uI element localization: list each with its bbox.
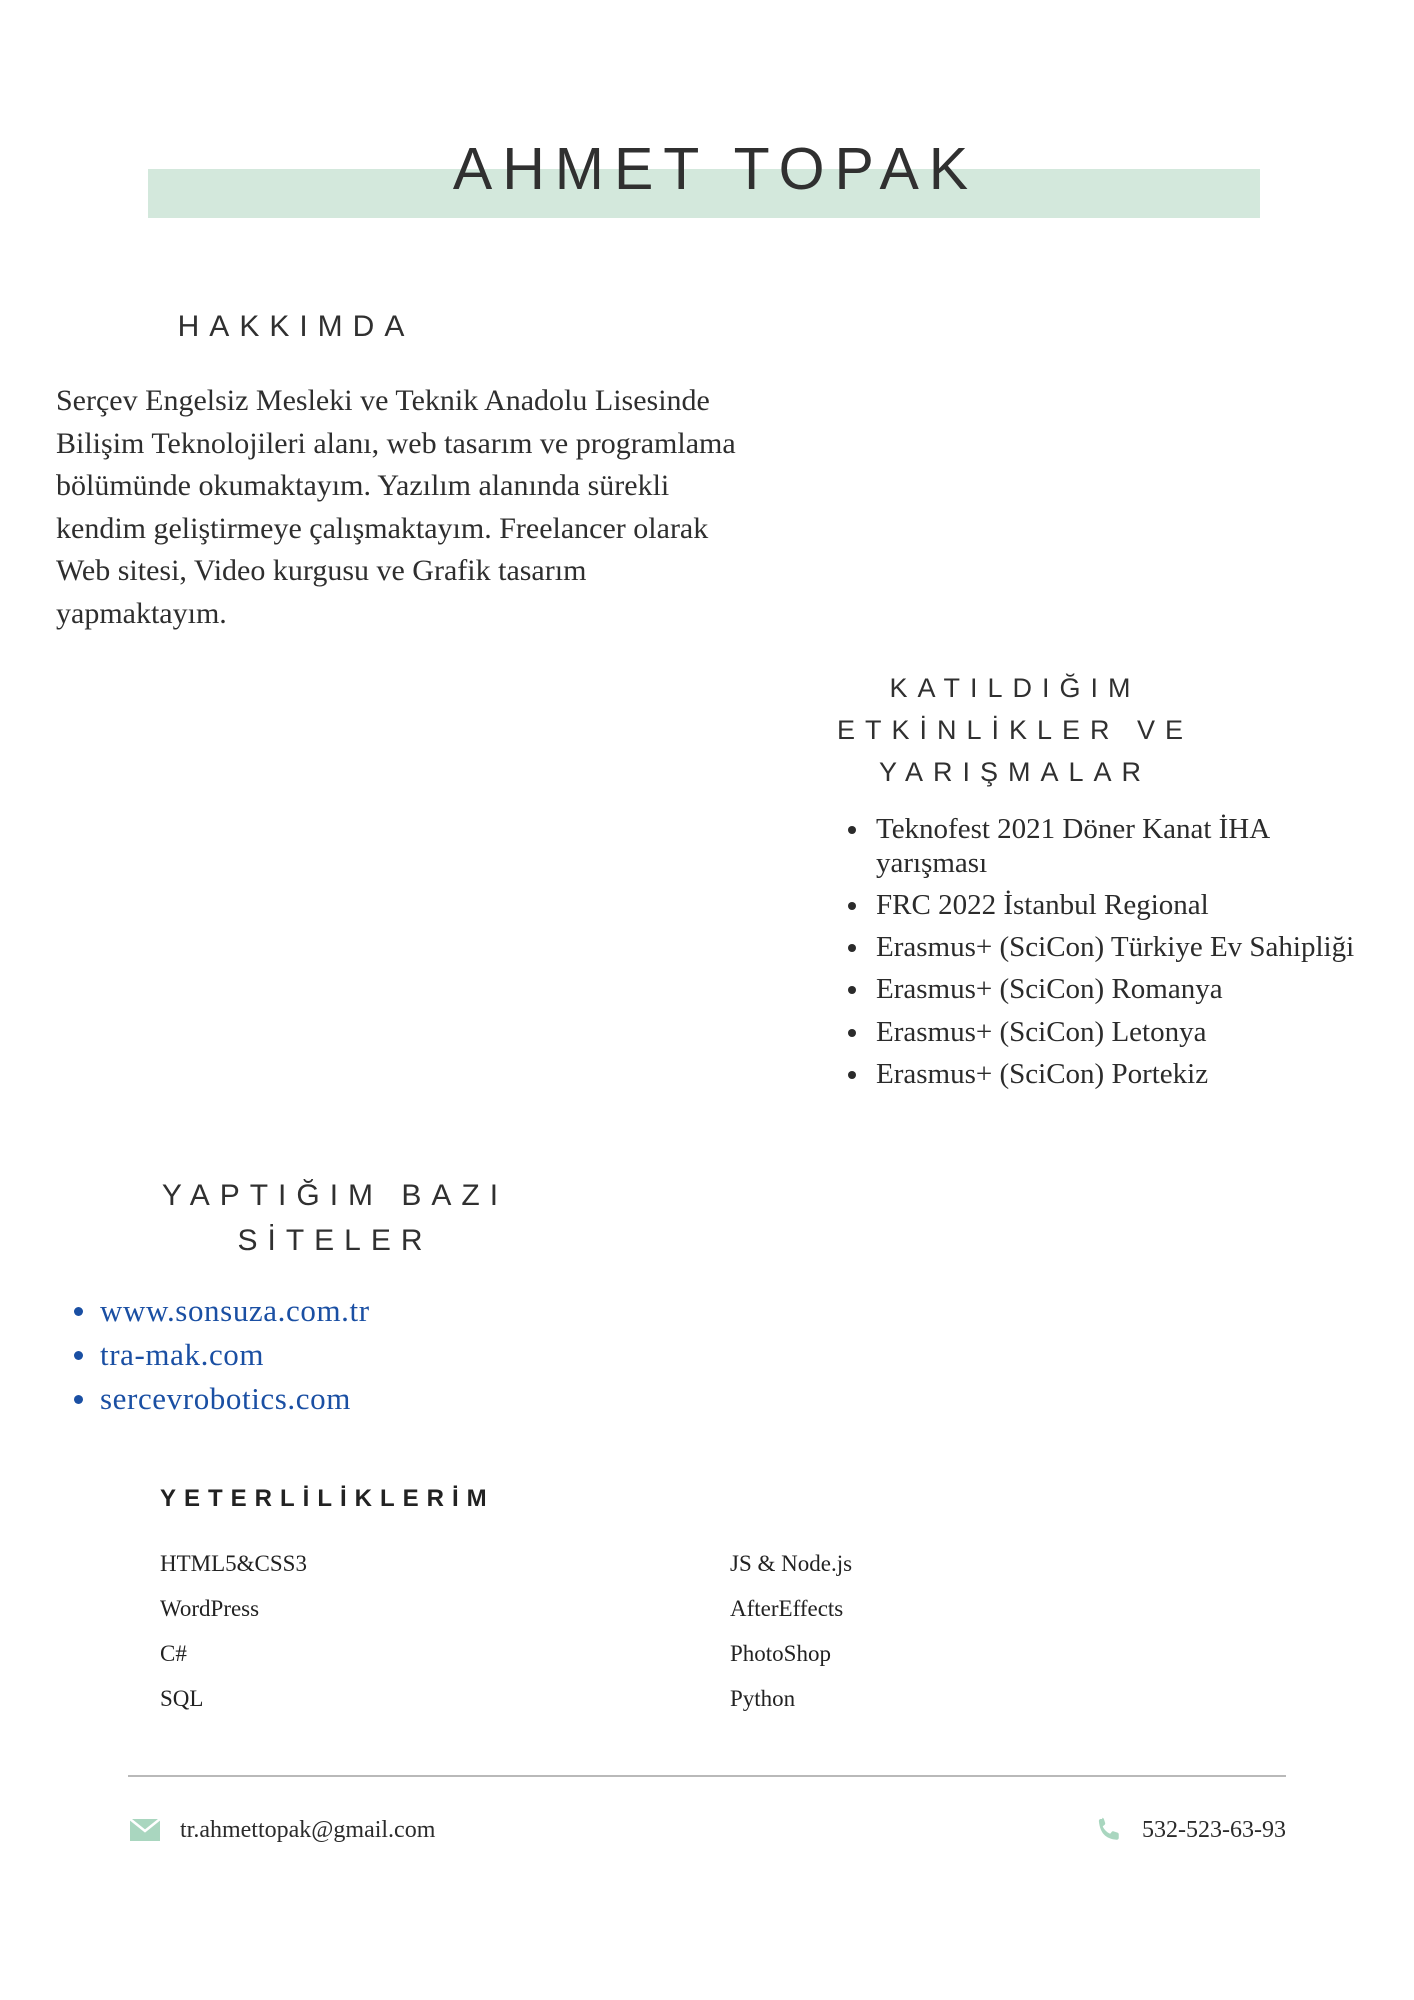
skill-label: JS & Node.js [730, 1551, 853, 1576]
contact-email[interactable] [128, 1813, 435, 1847]
list-item: Erasmus+ (SciCon) Türkiye Ev Sahipliği [876, 930, 1370, 964]
site-link-tramak[interactable]: tra-mak.com [100, 1333, 660, 1377]
events-heading-line-1: KATILDIĞIM [889, 673, 1141, 703]
site-link-sonsuza[interactable]: www.sonsuza.com.tr [100, 1289, 660, 1333]
skill-label: AfterEffects [730, 1596, 844, 1621]
phone-text: 532-523-63-93 [1142, 1816, 1286, 1843]
list-item: Erasmus+ (SciCon) Romanya [876, 972, 1370, 1006]
envelope-icon [128, 1813, 162, 1847]
skill-bar-track [410, 1645, 650, 1664]
list-item: Erasmus+ (SciCon) Letonya [876, 1015, 1370, 1049]
sites-section [40, 1173, 660, 1421]
skill-row [160, 1596, 730, 1622]
about-paragraph: Serçev Engelsiz Mesleki ve Teknik Anadolu Lisesinde Bilişim Teknolojileri alanı, web tasarım ve programlama bölümünde okumaktayım. Yazılım alanında sürekli kendim geliştirmeye çalışmaktayım. Freelancer olarak Web sitesi, Video kurgusu ve Grafik tasarım yapmaktayım. [56, 384, 736, 630]
skill-row [160, 1551, 730, 1577]
events-heading-line-3: YARIŞMALAR [878, 756, 1152, 787]
skill-bar-track [980, 1690, 1220, 1709]
contact-phone[interactable] [1092, 1813, 1286, 1847]
about-section [56, 310, 756, 636]
skills-section [160, 1485, 1280, 1712]
events-section [690, 668, 1370, 1099]
skills-heading: YETERLİLİKLERİM [160, 1485, 495, 1512]
sites-heading-line-2: SİTELER [237, 1224, 433, 1257]
skill-bar-track [980, 1555, 1220, 1574]
list-item: Erasmus+ (SciCon) Portekiz [876, 1057, 1370, 1091]
events-heading-line-2: ETKİNLİKLER VE [836, 714, 1194, 745]
footer-divider [128, 1775, 1286, 1777]
sites-list [40, 1289, 660, 1421]
site-link-sercevrobotics[interactable]: sercevrobotics.com [100, 1377, 660, 1421]
events-heading [690, 668, 1330, 794]
skill-label: C# [160, 1641, 187, 1666]
skill-label: PhotoShop [730, 1641, 831, 1666]
skill-bar-track [410, 1690, 650, 1709]
sites-heading [40, 1173, 620, 1263]
skill-bar-track [410, 1555, 650, 1574]
skill-label: WordPress [160, 1596, 260, 1621]
footer-contact-bar [128, 1800, 1286, 1860]
skill-label: SQL [160, 1686, 204, 1711]
skill-bar-track [410, 1600, 650, 1619]
skill-label: Python [730, 1686, 796, 1711]
skill-row [730, 1686, 1300, 1712]
skill-bar-track [980, 1600, 1220, 1619]
events-list [690, 812, 1370, 1092]
skill-row [730, 1596, 1300, 1622]
page-title: AHMET TOPAK [452, 136, 979, 202]
skill-bar-track [980, 1645, 1220, 1664]
list-item: Teknofest 2021 Döner Kanat İHA yarışması [876, 812, 1370, 880]
phone-icon [1092, 1813, 1126, 1847]
skill-label: HTML5&CSS3 [160, 1551, 307, 1576]
list-item: FRC 2022 İstanbul Regional [876, 888, 1370, 922]
skill-row [160, 1641, 730, 1667]
sites-heading-line-1: YAPTIĞIM BAZI [161, 1179, 509, 1212]
skill-row [160, 1686, 730, 1712]
about-heading: HAKKIMDA [177, 310, 415, 343]
skills-grid [160, 1551, 1280, 1712]
skill-row [730, 1641, 1300, 1667]
skill-row [730, 1551, 1300, 1577]
email-text: tr.ahmettopak@gmail.com [180, 1816, 436, 1843]
page-header [0, 0, 1414, 230]
